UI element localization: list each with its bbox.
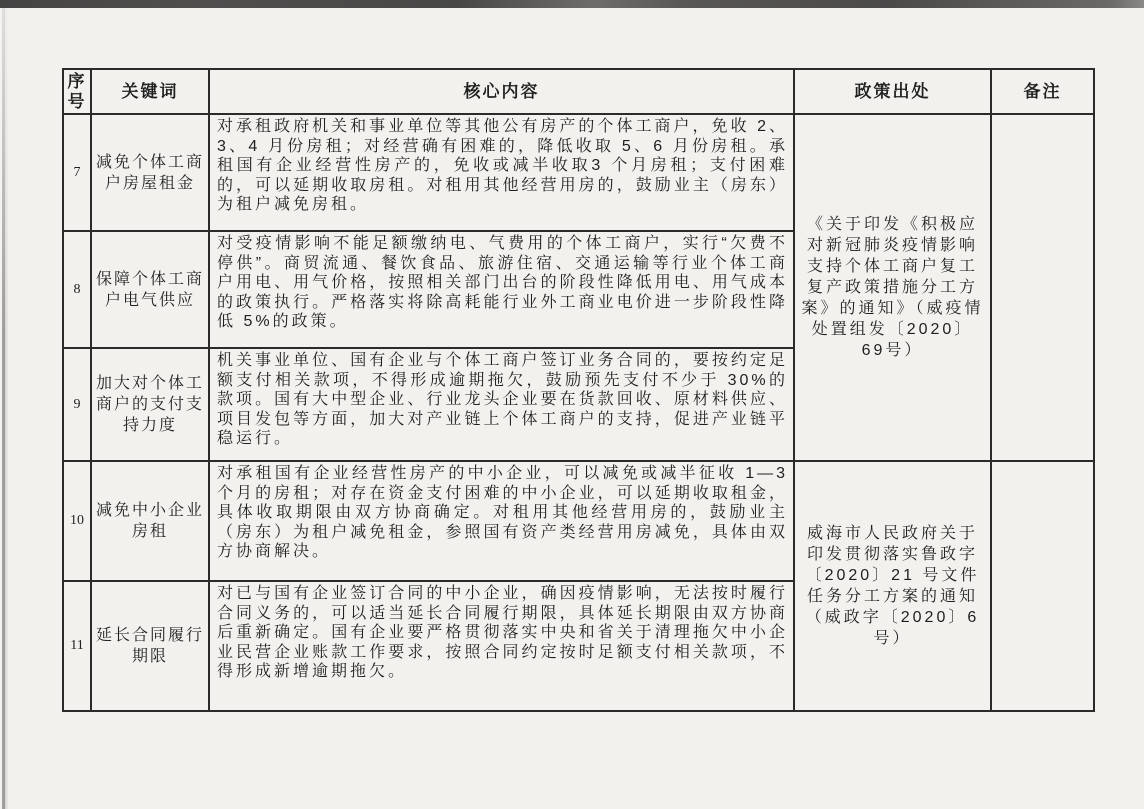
- header-keyword: 关键词: [91, 69, 209, 114]
- content-cell: 对已与国有企业签订合同的中小企业，确因疫情影响，无法按时履行合同义务的，可以适当延长合同履行期限，具体延长期限由双方协商后重新确定。国有企业要严格贯彻落实中央和省关于清理拖欠中小企业民营企业账款工作要求，按照合同约定按时足额支付相关款项，不得形成新增逾期拖欠。: [209, 581, 794, 711]
- policy-source-cell: 《关于印发《积极应对新冠肺炎疫情影响支持个体工商户复工复产政策措施分工方案》的通知》（威疫情处置组发〔2020〕69号）: [794, 114, 991, 461]
- header-policy-source: 政策出处: [794, 69, 991, 114]
- remark-cell: [991, 114, 1094, 461]
- scanner-top-edge-artifact: [0, 0, 1144, 8]
- scanner-left-edge-artifact: [0, 8, 8, 809]
- keyword-cell: 减免中小企业房租: [91, 461, 209, 581]
- row-number: 7: [63, 114, 91, 231]
- keyword-cell: 延长合同履行期限: [91, 581, 209, 711]
- keyword-cell: 减免个体工商户房屋租金: [91, 114, 209, 231]
- table-row: [63, 461, 1094, 581]
- row-number: 11: [63, 581, 91, 711]
- row-number: 8: [63, 231, 91, 348]
- content-cell: 对承租政府机关和事业单位等其他公有房产的个体工商户，免收 2、3、4 月份房租；对经营确有困难的，降低收取 5、6 月份房租。承租国有企业经营性房产的，免收或减半收取3 个月房租；支付困难的，可以延期收取房租。对租用其他经营用房的，鼓励业主（房东）为租户减免房租。: [209, 114, 794, 231]
- content-cell: 对承租国有企业经营性房产的中小企业，可以减免或减半征收 1—3 个月的房租；对存在资金支付困难的中小企业，可以延期收取租金，具体收取期限由双方协商确定。对租用其他经营用房的，鼓励业主（房东）为租户减免租金，参照国有资产类经营用房减免，具体由双方协商解决。: [209, 461, 794, 581]
- remark-cell: [991, 461, 1094, 711]
- table-row: [63, 114, 1094, 231]
- header-serial-number: 序号: [63, 69, 91, 114]
- header-core-content: 核心内容: [209, 69, 794, 114]
- row-number: 9: [63, 348, 91, 461]
- content-cell: 机关事业单位、国有企业与个体工商户签订业务合同的，要按约定足额支付相关款项，不得形成逾期拖欠，鼓励预先支付不少于 30%的款项。国有大中型企业、行业龙头企业要在货款回收、原材料供应、项目发包等方面，加大对产业链上个体工商户的支持，促进产业链平稳运行。: [209, 348, 794, 461]
- header-remark: 备注: [991, 69, 1094, 114]
- policy-measures-table: [62, 68, 1095, 712]
- header-row: [63, 69, 1094, 114]
- keyword-cell: 保障个体工商户电气供应: [91, 231, 209, 348]
- policy-source-cell: 威海市人民政府关于印发贯彻落实鲁政字〔2020〕21 号文件任务分工方案的通知（威政字〔2020〕6号）: [794, 461, 991, 711]
- row-number: 10: [63, 461, 91, 581]
- content-cell: 对受疫情影响不能足额缴纳电、气费用的个体工商户，实行“欠费不停供”。商贸流通、餐饮食品、旅游住宿、交通运输等行业个体工商户用电、用气价格，按照相关部门出台的阶段性降低用电、用气成本的政策执行。严格落实将除高耗能行业外工商业电价进一步阶段性降低 5%的政策。: [209, 231, 794, 348]
- keyword-cell: 加大对个体工商户的支付支持力度: [91, 348, 209, 461]
